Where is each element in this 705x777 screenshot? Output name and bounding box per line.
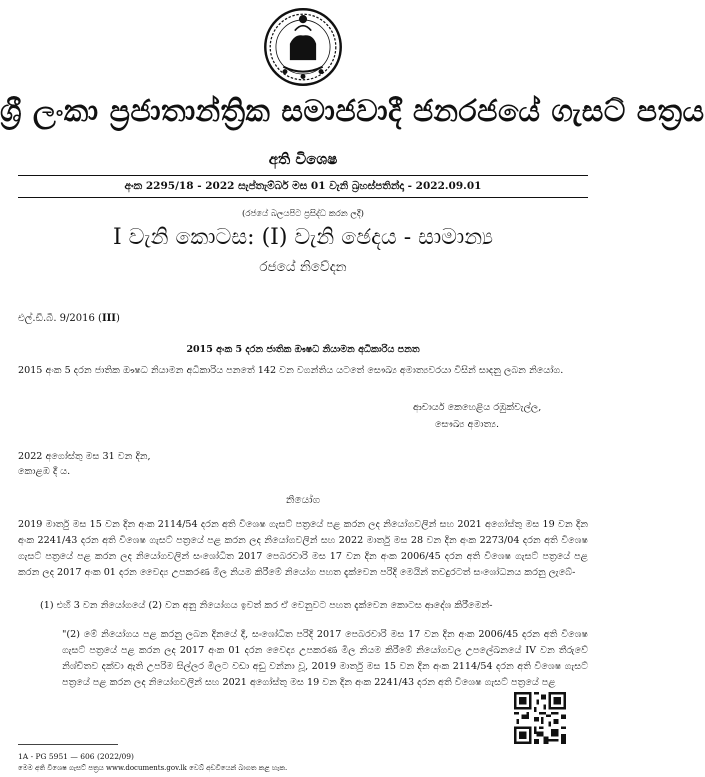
reference-suffix: ) (115, 313, 120, 324)
reference-bold: III (101, 313, 116, 324)
footer-rule (18, 744, 118, 745)
header-rule-top (18, 175, 588, 176)
signer-role: සෞඛ්‍ය අමාත්‍ය. (435, 419, 500, 430)
amendment-quoted-text: "(2) මේ නියෝගය පළ කරනු ලබන දිනයේ දී, සංශෝධිත පරිදි 2017 පෙබරවාරි මස 17 වන දින අංක 2006/45 දරන අති විශෙෂ ගැසට් පත්‍රයේ පළ කරන ලද 2017 අංක 01 දරන වෛද්‍ය උපකරණ මිල නියම කිරීමේ නියෝගවල උපලේඛනයේ IV වන තීරුවේ නිශ්චිතව දක්වා ඇති උපරිම සිල්ලර මිලට වඩා අඩු වන්නා වූ, 2019 මාර්තු මස 15 වන දින අංක 2114/54 දරන අති විශෙෂ ගැසට් පත්‍රයේ පළ කරන ලද නියෝගවලින් සහ 2021 අගෝස්තු මස 19 වන දින අංක 2241/43 දරන අති විශෙෂ ගැසට් පත්‍රයේ පළ (62, 629, 588, 688)
gazette-masthead-title: ශ්‍රී ලංකා ප්‍රජාතාන්ත්‍රික සමාජවාදී ජනරජයේ ගැසට් පත්‍රය (0, 94, 705, 129)
regulations-title: නියෝග (285, 494, 321, 506)
issue-line: අංක 2295/18 - 2022 සැප්තැම්බර් මස 01 වැනි බ්‍රහස්පතින්දා - 2022.09.01 (124, 180, 482, 192)
part-title: I වැනි කොටස: (I) වැනි ඡෙදය - සාමාන්‍ය (112, 225, 494, 250)
extraordinary-label: අති විශෙෂ (268, 150, 338, 168)
reference-prefix: එල්.ඩී.බී. 9/2016 ( (18, 313, 102, 324)
header-rule-bottom (18, 197, 588, 198)
website-note: මෙම අති විශෙෂ ගැසට් පත්‍රය www.documents.gov.lk වෙබ් අඩවියෙන් බාගත කළ හැක. (18, 764, 288, 772)
signer-name: ආචාර්ය කෙහෙළිය රඹුක්වැල්ල, (413, 402, 542, 413)
qr-code-icon (514, 692, 566, 744)
published-by-note: (රජයේ බලයපිට ප්‍රසිද්ධ කරන ලදී) (242, 209, 364, 219)
amendment-item-1: (1) එහි 3 වන නියෝගයේ (2) වන අනු නියෝගය ඉවත් කර ඒ වෙනුවට පහත දැක්වෙන කොටස ආදේශ කිරීමෙන්- (40, 600, 493, 611)
print-reference: 1A - PG 5951 — 606 (2022/09) (18, 752, 134, 761)
regulations-paragraph: 2019 මාර්තු මස 15 වන දින අංක 2114/54 දරන අති විශෙෂ ගැසට් පත්‍රයේ පළ කරන ලද නියෝගවලින් සහ 2021 අගෝස්තු මස 19 වන දින අංක 2241/43 දරන අති විශෙෂ ගැසට් පත්‍රයේ පළ කරන ලද නියෝගවලින් සහ 2022 මාර්තු මස 28 වන දින අංක 2273/04 දරන අති විශෙෂ ගැසට් පත්‍රයේ පළ කරන ලද නියෝගවලින් සංශෝධිත 2017 පෙබරවාරි මස 17 වන දින අංක 2006/45 දරන අති විශෙෂ ගැසට් පත්‍රයේ පළ කරන ලද 2017 අංක 01 දරන වෛද්‍ය උපකරණ මිල නියම කිරීමේ නියෝග පහත දැක්වෙන පරිදි මෙයින් තවදුරටත් සංශෝධනය කරනු ලැබේ- (18, 519, 588, 578)
section-title: රජයේ නිවේදන (259, 259, 347, 275)
preamble-paragraph: 2015 අංක 5 දරන ජාතික ඖෂධ නියාමන අධිකාරිය පනතේ 142 වන වගන්තිය යටතේ සෞඛ්‍ය අමාත්‍යවරයා විසින් සාදනු ලබන නියෝග. (18, 365, 564, 376)
notice-place: කොළඹ දී ය. (18, 466, 71, 477)
notice-heading: 2015 අංක 5 දරන ජාතික ඖෂධ නියාමන අධිකාරිය පනත (186, 344, 420, 355)
reference-number (18, 313, 120, 324)
notice-date: 2022 අගෝස්තු මස 31 වන දින, (18, 451, 151, 462)
state-emblem-icon (262, 6, 344, 88)
